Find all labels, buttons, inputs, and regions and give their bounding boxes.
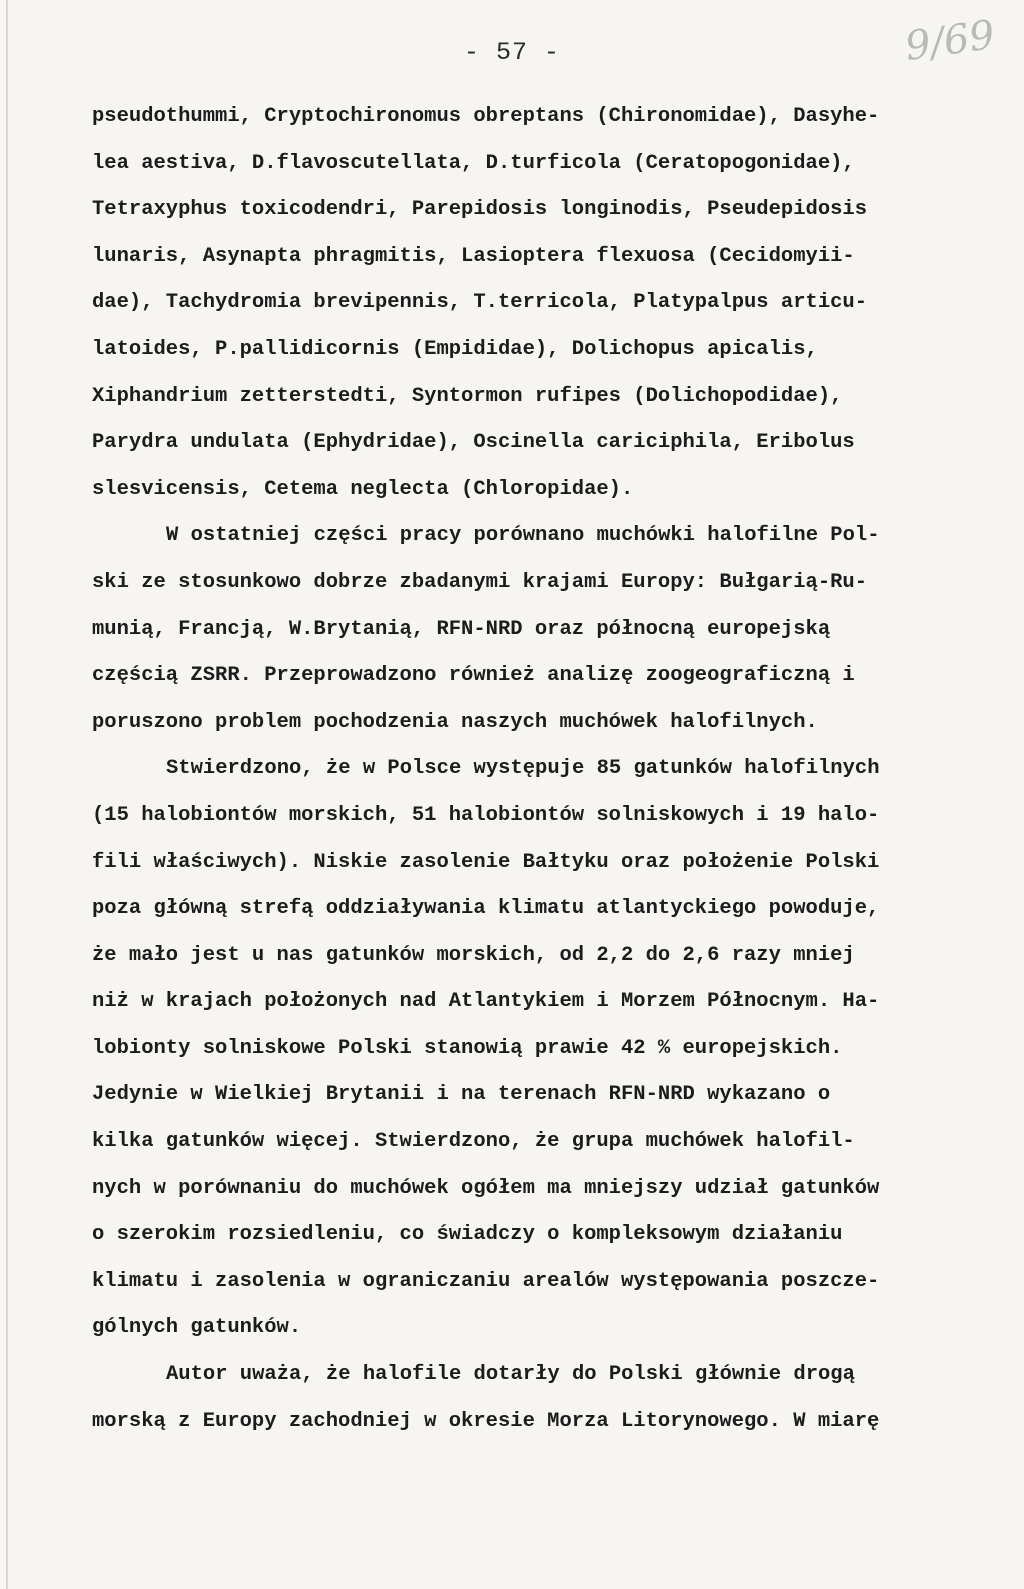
handwritten-note: 9/69 xyxy=(902,11,998,71)
text-line: ski ze stosunkowo dobrze zbadanymi krajami Europy: Bułgarią-Ru- xyxy=(92,570,868,594)
text-line: częścią ZSRR. Przeprowadzono również analizę zoogeograficzną i xyxy=(92,664,855,688)
text-line: kilka gatunków więcej. Stwierdzono, że grupa muchówek halofil- xyxy=(92,1130,855,1154)
body-text xyxy=(92,101,1012,1452)
text-line: slesvicensis, Cetema neglecta (Chloropidae). xyxy=(92,477,634,501)
page-number: - 57 - xyxy=(463,38,560,67)
text-line: poza główną strefą oddziaływania klimatu atlantyckiego powoduje, xyxy=(92,897,880,921)
text-line: dae), Tachydromia brevipennis, T.terricola, Platypalpus articu- xyxy=(92,291,868,315)
text-line: Stwierdzono, że w Polsce występuje 85 gatunków halofilnych xyxy=(166,757,880,781)
text-line: morską z Europy zachodniej w okresie Morza Litorynowego. W miarę xyxy=(92,1409,880,1433)
text-line: nych w porównaniu do muchówek ogółem ma mniejszy udział gatunków xyxy=(92,1176,880,1200)
text-line: poruszono problem pochodzenia naszych muchówek halofilnych. xyxy=(92,710,818,734)
text-line: pseudothummi, Cryptochironomus obreptans (Chironomidae), Dasyhe- xyxy=(92,105,880,128)
text-line: lunaris, Asynapta phragmitis, Lasioptera flexuosa (Cecidomyii- xyxy=(92,244,855,268)
text-line: lobionty solniskowe Polski stanowią prawie 42 % europejskich. xyxy=(92,1036,843,1060)
text-line: Jedynie w Wielkiej Brytanii i na terenach RFN-NRD wykazano o xyxy=(92,1083,831,1107)
text-line: o szerokim rozsiedleniu, co świadczy o kompleksowym działaniu xyxy=(92,1223,843,1247)
text-line: klimatu i zasolenia w ograniczaniu arealów występowania poszcze- xyxy=(92,1269,880,1293)
text-line: niż w krajach położonych nad Atlantykiem i Morzem Północnym. Ha- xyxy=(92,990,880,1014)
text-line: (15 halobiontów morskich, 51 halobiontów solniskowych i 19 halo- xyxy=(92,803,880,827)
text-line: Xiphandrium zetterstedti, Syntormon rufipes (Dolichopodidae), xyxy=(92,384,843,408)
text-line: lea aestiva, D.flavoscutellata, D.turficola (Ceratopogonidae), xyxy=(92,151,855,175)
page-edge xyxy=(6,0,8,1589)
text-line: fili właściwych). Niskie zasolenie Bałtyku oraz położenie Polski xyxy=(92,850,880,874)
text-line: W ostatniej części pracy porównano muchówki halofilne Pol- xyxy=(166,524,880,548)
text-line: munią, Francją, W.Brytanią, RFN-NRD oraz północną europejską xyxy=(92,617,831,641)
text-line: Tetraxyphus toxicodendri, Parepidosis longinodis, Pseudepidosis xyxy=(92,198,868,222)
text-line: gólnych gatunków. xyxy=(92,1316,302,1340)
text-line: Parydra undulata (Ephydridae), Oscinella cariciphila, Eribolus xyxy=(92,431,855,455)
text-line: Autor uważa, że halofile dotarły do Polski głównie drogą xyxy=(166,1363,855,1387)
text-line: że mało jest u nas gatunków morskich, od 2,2 do 2,6 razy mniej xyxy=(92,943,855,967)
text-line: latoides, P.pallidicornis (Empididae), Dolichopus apicalis, xyxy=(92,337,818,361)
